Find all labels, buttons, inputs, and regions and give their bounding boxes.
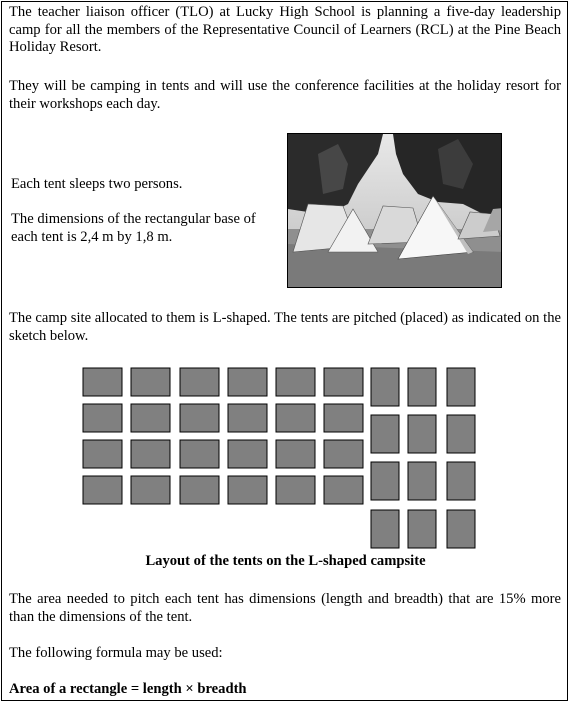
tent-rect <box>131 368 170 396</box>
tent-rect <box>447 415 475 453</box>
camping-paragraph: They will be camping in tents and will use the conference facilities at the holiday resort for their workshops each day. <box>9 78 561 112</box>
formula-intro-text: The following formula may be used: <box>9 645 223 661</box>
intro-paragraph: The teacher liaison officer (TLO) at Lucky High School is planning a five-day leadership camp for all the members of the Representative Council of Learners (RCL) at the Pine Beach Holiday Resort. <box>9 4 561 55</box>
tent-rect <box>131 440 170 468</box>
tent-rect <box>228 476 267 504</box>
tent-rect <box>324 440 363 468</box>
tent-rect <box>371 462 399 500</box>
tent-rect <box>408 510 436 548</box>
tent-rect <box>83 404 122 432</box>
tent-sleeps-text: Each tent sleeps two persons. <box>11 176 183 192</box>
tent-rect <box>228 368 267 396</box>
tent-rect <box>131 476 170 504</box>
tent-rect <box>228 440 267 468</box>
area-formula: Area of a rectangle = length × breadth <box>9 681 247 697</box>
tent-rect <box>324 404 363 432</box>
tent-rect <box>447 368 475 406</box>
tent-rect <box>371 415 399 453</box>
tent-rect <box>276 476 315 504</box>
tent-rect <box>276 404 315 432</box>
tent-rect <box>228 404 267 432</box>
area-paragraph: The area needed to pitch each tent has dimensions (length and breadth) that are 15% more than the dimensions of the tent. <box>9 591 561 625</box>
tent-dimensions-text: The dimensions of the rectangular base of each tent is 2,4 m by 1,8 m. <box>11 211 256 245</box>
tent-rect <box>83 440 122 468</box>
tent-rect <box>180 476 219 504</box>
tent-rect <box>371 368 399 406</box>
tent-rect <box>371 510 399 548</box>
tent-rect <box>276 368 315 396</box>
tent-rect <box>408 415 436 453</box>
tent-rect <box>408 462 436 500</box>
tent-rect <box>276 440 315 468</box>
tent-rect <box>324 368 363 396</box>
tent-rect <box>180 440 219 468</box>
tent-rect <box>447 462 475 500</box>
tent-rect <box>180 368 219 396</box>
tent-rect <box>447 510 475 548</box>
tent-rect <box>131 404 170 432</box>
tent-rect <box>83 476 122 504</box>
campsite-paragraph: The camp site allocated to them is L-shaped. The tents are pitched (placed) as indicated on the sketch below. <box>9 310 561 344</box>
tent-rect <box>83 368 122 396</box>
tent-rect <box>180 404 219 432</box>
layout-caption: Layout of the tents on the L-shaped campsite <box>145 553 426 569</box>
tent-rect <box>324 476 363 504</box>
tent-grid <box>83 368 475 548</box>
tent-rect <box>408 368 436 406</box>
